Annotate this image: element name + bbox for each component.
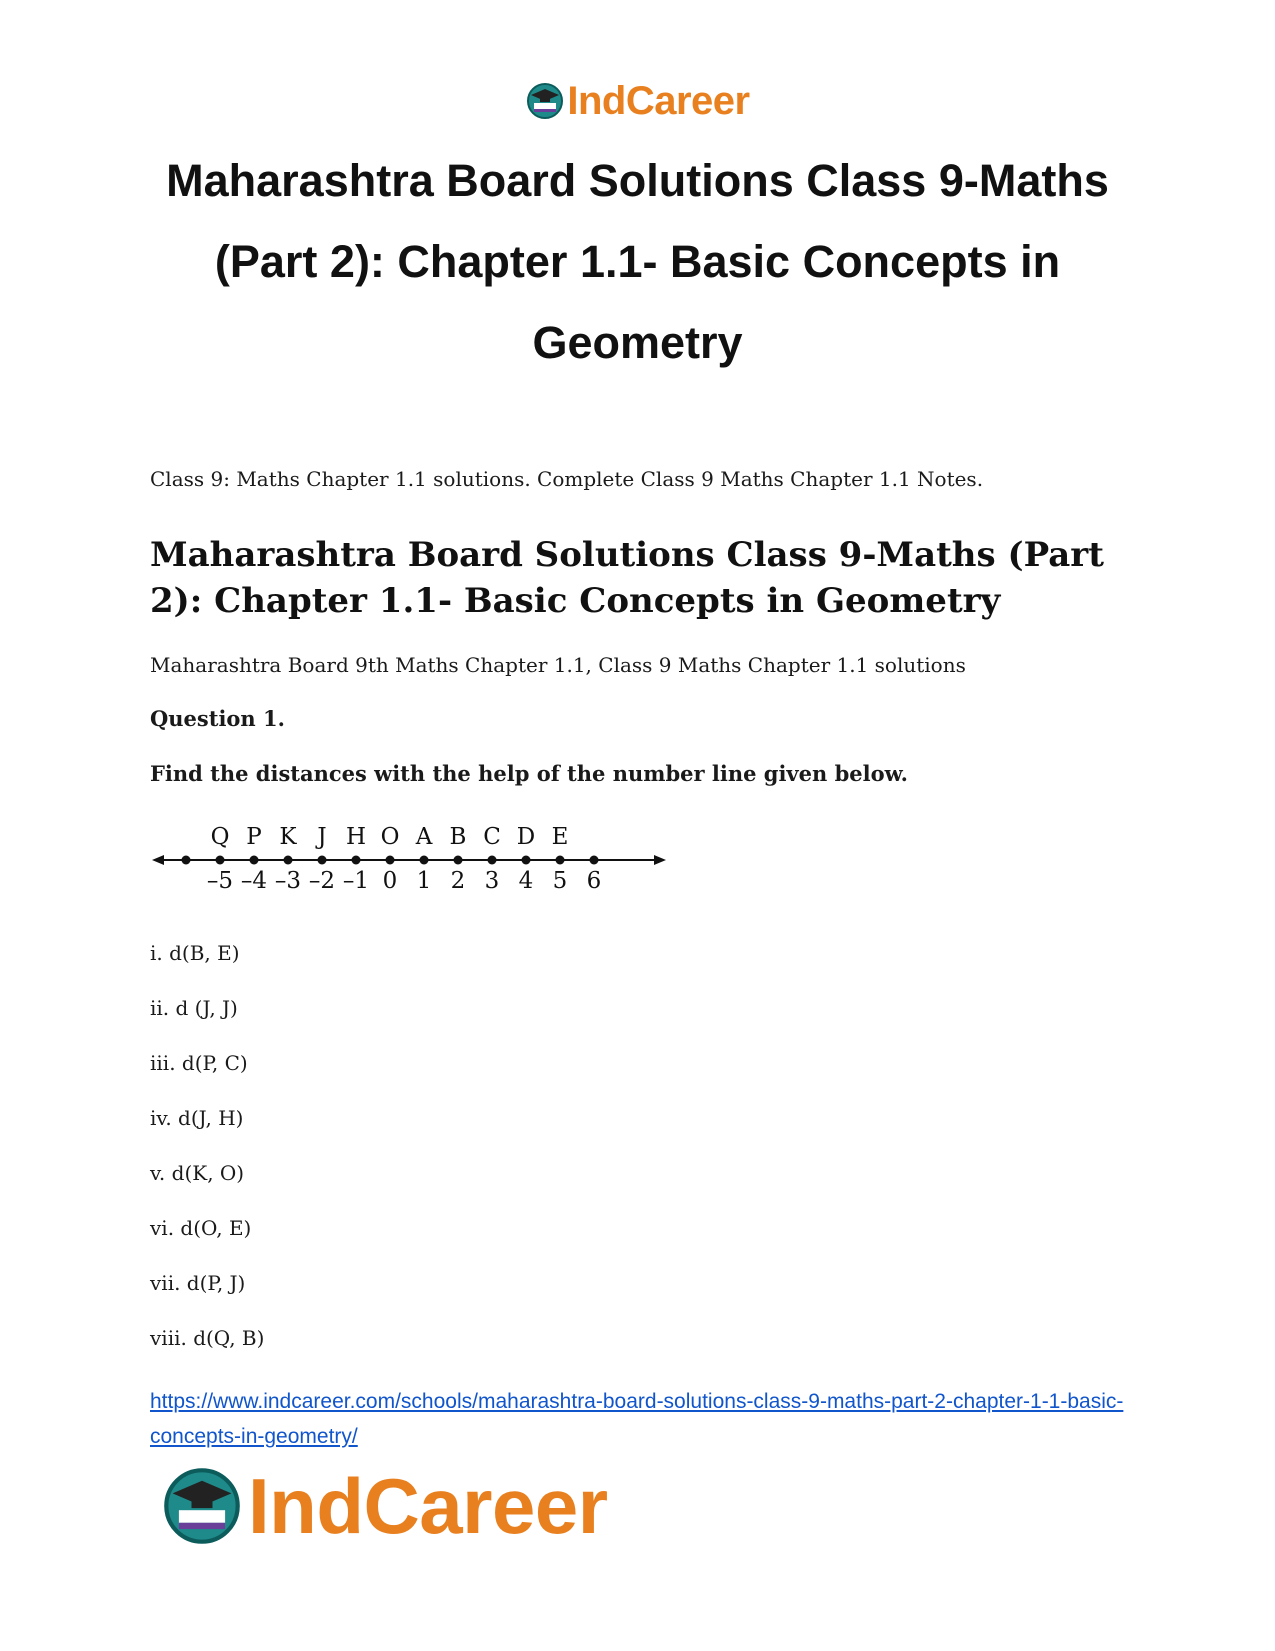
- intro-text: Class 9: Maths Chapter 1.1 solutions. Complete Class 9 Maths Chapter 1.1 Notes.: [150, 467, 984, 491]
- section-heading: Maharashtra Board Solutions Class 9-Maths (Part 2): Chapter 1.1- Basic Concepts in Geometry: [150, 535, 1104, 621]
- number-line-point: [590, 856, 599, 865]
- list-item: v. d(K, O): [150, 1161, 245, 1185]
- source-url-link[interactable]: https://www.indcareer.com/schools/maharashtra-board-solutions-class-9-maths-part-2-chapter-1-1-basic-concepts-in-geometry/: [150, 1390, 1124, 1448]
- logo-text: IndCareer: [567, 79, 750, 123]
- footer-logo: [160, 1462, 608, 1550]
- right-arrowhead: [654, 855, 666, 865]
- point-value-label: –5: [206, 868, 234, 892]
- point-letter-label: K: [279, 824, 297, 850]
- number-line-point: [250, 856, 259, 865]
- point-value-label: 4: [518, 868, 534, 892]
- number-line-point: [318, 856, 327, 865]
- graduation-cap-icon: [525, 81, 565, 121]
- point-letter-label: A: [415, 824, 433, 850]
- point-letter-label: J: [317, 824, 327, 850]
- point-letter-label: P: [246, 824, 262, 850]
- number-line-point: [556, 856, 565, 865]
- number-line-point: [386, 856, 395, 865]
- page-title: Maharashtra Board Solutions Class 9-Maths (Part 2): Chapter 1.1- Basic Concepts in Geometry: [166, 155, 1109, 368]
- number-line-point: [216, 856, 225, 865]
- point-value-label: 6: [586, 868, 602, 892]
- point-value-label: –2: [308, 868, 336, 892]
- number-line-point: [182, 856, 191, 865]
- number-line-point: [284, 856, 293, 865]
- point-letter-label: C: [483, 824, 501, 850]
- number-line-point: [454, 856, 463, 865]
- number-line-point: [352, 856, 361, 865]
- number-line-figure: [150, 822, 670, 892]
- list-item: iv. d(J, H): [150, 1106, 244, 1130]
- question-text: Find the distances with the help of the number line given below.: [150, 761, 908, 786]
- point-letter-label: O: [380, 824, 400, 850]
- section-subline: Maharashtra Board 9th Maths Chapter 1.1, Class 9 Maths Chapter 1.1 solutions: [150, 653, 966, 677]
- point-value-label: 1: [416, 868, 432, 892]
- point-value-label: –1: [342, 868, 370, 892]
- point-value-label: 5: [552, 868, 568, 892]
- number-line-point: [488, 856, 497, 865]
- list-item: vi. d(O, E): [150, 1216, 252, 1240]
- point-value-label: –3: [274, 868, 302, 892]
- number-line-point: [420, 856, 429, 865]
- list-item: iii. d(P, C): [150, 1051, 248, 1075]
- point-value-label: 0: [382, 868, 398, 892]
- list-item: viii. d(Q, B): [150, 1326, 265, 1350]
- point-letter-label: Q: [210, 824, 230, 850]
- graduation-cap-icon: [160, 1464, 244, 1548]
- logo-text: IndCareer: [248, 1462, 608, 1550]
- point-letter-label: B: [449, 824, 467, 850]
- point-value-label: 2: [450, 868, 466, 892]
- point-letter-label: E: [551, 824, 569, 850]
- left-arrowhead: [152, 855, 164, 865]
- number-line-point: [522, 856, 531, 865]
- point-letter-label: H: [345, 824, 367, 850]
- question-label: Question 1.: [150, 706, 285, 731]
- point-value-label: –4: [240, 868, 268, 892]
- point-letter-label: D: [516, 824, 536, 850]
- list-item: i. d(B, E): [150, 941, 240, 965]
- header-logo: [0, 78, 1275, 124]
- list-item: vii. d(P, J): [150, 1271, 246, 1295]
- list-item: ii. d (J, J): [150, 996, 238, 1020]
- point-value-label: 3: [484, 868, 500, 892]
